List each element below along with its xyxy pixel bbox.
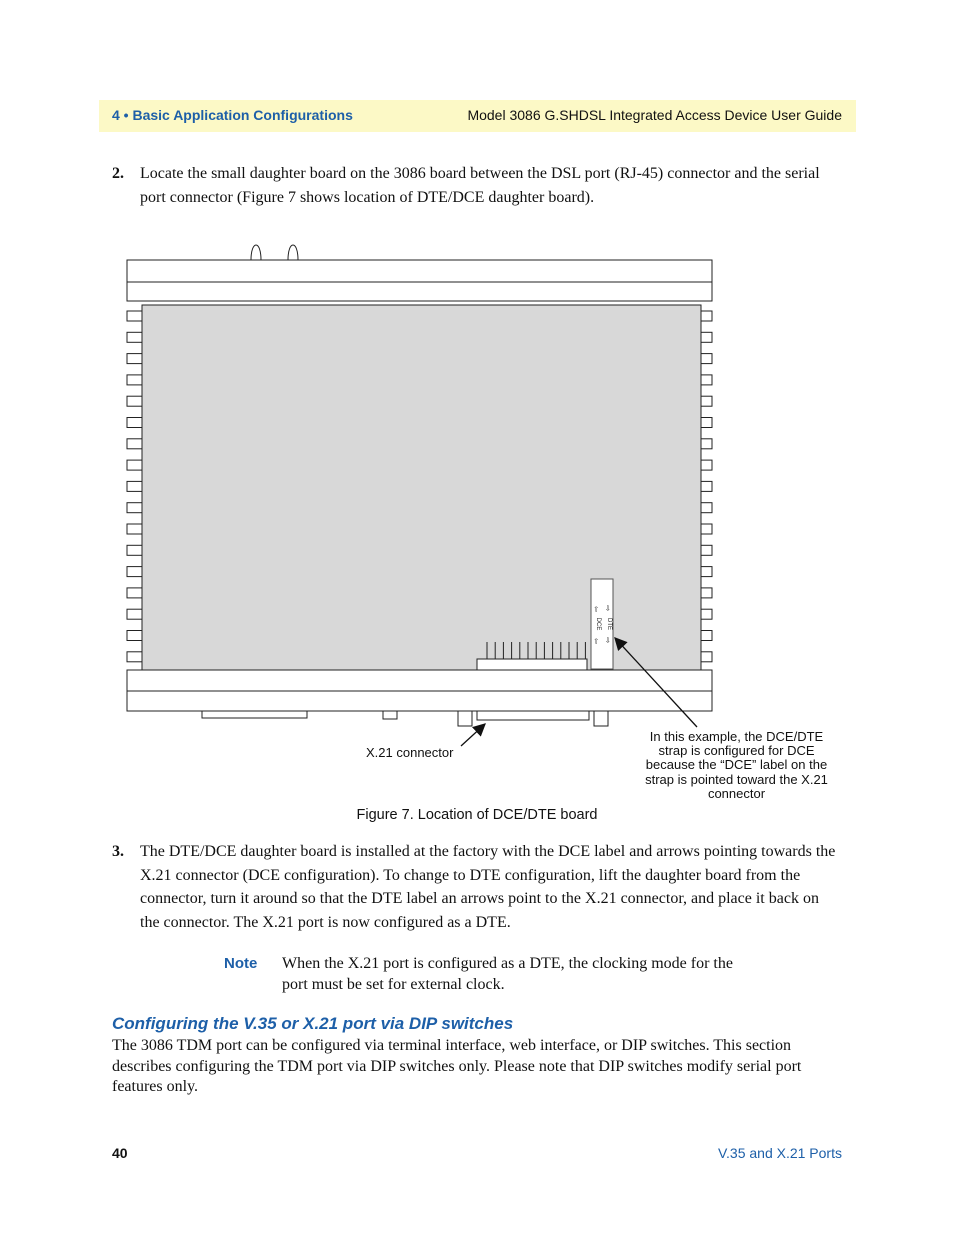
step-number: 2. <box>112 165 124 182</box>
side-tab <box>700 652 712 662</box>
chassis-top-strip <box>127 260 712 282</box>
running-header <box>99 100 856 132</box>
figure-caption: Figure 7. Location of DCE/DTE board <box>356 807 598 823</box>
chassis-top-strip <box>127 282 712 301</box>
step-text: The DTE/DCE daughter board is installed at the factory with the DCE label and arrows pointing towards the X.21 connector (DCE configuration). To change to DTE configuration, lift the daughter board from the connector, turn it around so that the DTE label an arrows point to the X.21 connector, and place it back on the connector. The X.21 port is now configured as a DTE. <box>140 843 836 931</box>
side-tab <box>127 652 142 662</box>
side-tab <box>700 631 712 641</box>
section-heading: Configuring the V.35 or X.21 port via DIP switches <box>112 1014 514 1033</box>
side-tab <box>700 524 712 534</box>
side-tab <box>127 311 142 321</box>
led-indicator <box>288 245 298 260</box>
side-tab <box>700 588 712 598</box>
chassis-bottom-strip <box>127 670 712 691</box>
side-tab <box>700 481 712 491</box>
x21-arrow <box>461 724 485 746</box>
strap-dte-label: DTE <box>606 618 612 630</box>
footer-section-title: V.35 and X.21 Ports <box>717 1145 842 1161</box>
strap-callout: In this example, the DCE/DTE strap is configured for DCE because the “DCE” label on the strap is pointed toward the X.21 connector <box>645 729 828 801</box>
guide-title: Model 3086 G.SHDSL Integrated Access Device User Guide <box>467 107 842 123</box>
side-tab <box>127 396 142 406</box>
post <box>594 711 608 726</box>
main-board <box>142 305 701 670</box>
side-tab <box>127 545 142 555</box>
side-tab <box>127 354 142 364</box>
side-tab <box>700 567 712 577</box>
x21-connector-label: X.21 connector <box>366 745 454 760</box>
side-tab <box>127 567 142 577</box>
side-tab <box>127 332 142 342</box>
note-text: When the X.21 port is configured as a DTE, the clocking mode for the port must be set for external clock. <box>282 955 733 993</box>
strap-dce-label: DCE <box>595 617 601 631</box>
side-tab <box>700 332 712 342</box>
chapter-title: 4 • Basic Application Configurations <box>112 107 353 123</box>
side-tab <box>127 439 142 449</box>
strap-arrow: ⇦ <box>604 637 612 643</box>
section-body: The 3086 TDM port can be configured via terminal interface, web interface, or DIP switches. This section describes configuring the TDM port via DIP switches only. Please note that DIP switches modify serial port features only. <box>112 1037 802 1095</box>
side-tab <box>700 460 712 470</box>
side-tab <box>127 375 142 385</box>
side-tab <box>700 311 712 321</box>
side-tab <box>127 503 142 513</box>
side-tab <box>700 545 712 555</box>
rj45-connector <box>202 711 307 718</box>
strap-arrow: ⇦ <box>604 605 612 611</box>
side-tab <box>700 354 712 364</box>
step-number: 3. <box>112 843 124 860</box>
side-tab <box>127 609 142 619</box>
small-connector <box>383 711 397 719</box>
step-text: Locate the small daughter board on the 3086 board between the DSL port (RJ-45) connector and the serial port connector (Figure 7 shows location of DTE/DCE daughter board). <box>140 165 820 206</box>
side-tab <box>127 481 142 491</box>
x21-connector <box>477 711 589 720</box>
side-tab <box>127 418 142 428</box>
side-tab <box>700 439 712 449</box>
note-label: Note <box>224 955 258 972</box>
side-tab <box>127 460 142 470</box>
figure-dce-dte-board <box>120 238 840 808</box>
strap-arrow: ⇦ <box>592 606 600 612</box>
side-tab <box>700 503 712 513</box>
side-tab <box>127 588 142 598</box>
board-diagram <box>120 238 840 808</box>
side-tab <box>700 609 712 619</box>
step-3 <box>112 840 842 934</box>
side-tab <box>127 631 142 641</box>
chassis-bottom-strip <box>127 691 712 711</box>
step-2 <box>112 162 842 209</box>
led-indicator <box>251 245 261 260</box>
pin-header <box>477 659 587 670</box>
side-tab <box>700 396 712 406</box>
strap-arrow: ⇦ <box>592 638 600 644</box>
side-tab <box>700 418 712 428</box>
side-tab <box>700 375 712 385</box>
side-tab <box>127 524 142 534</box>
page-number: 40 <box>112 1145 128 1161</box>
post <box>458 711 472 726</box>
